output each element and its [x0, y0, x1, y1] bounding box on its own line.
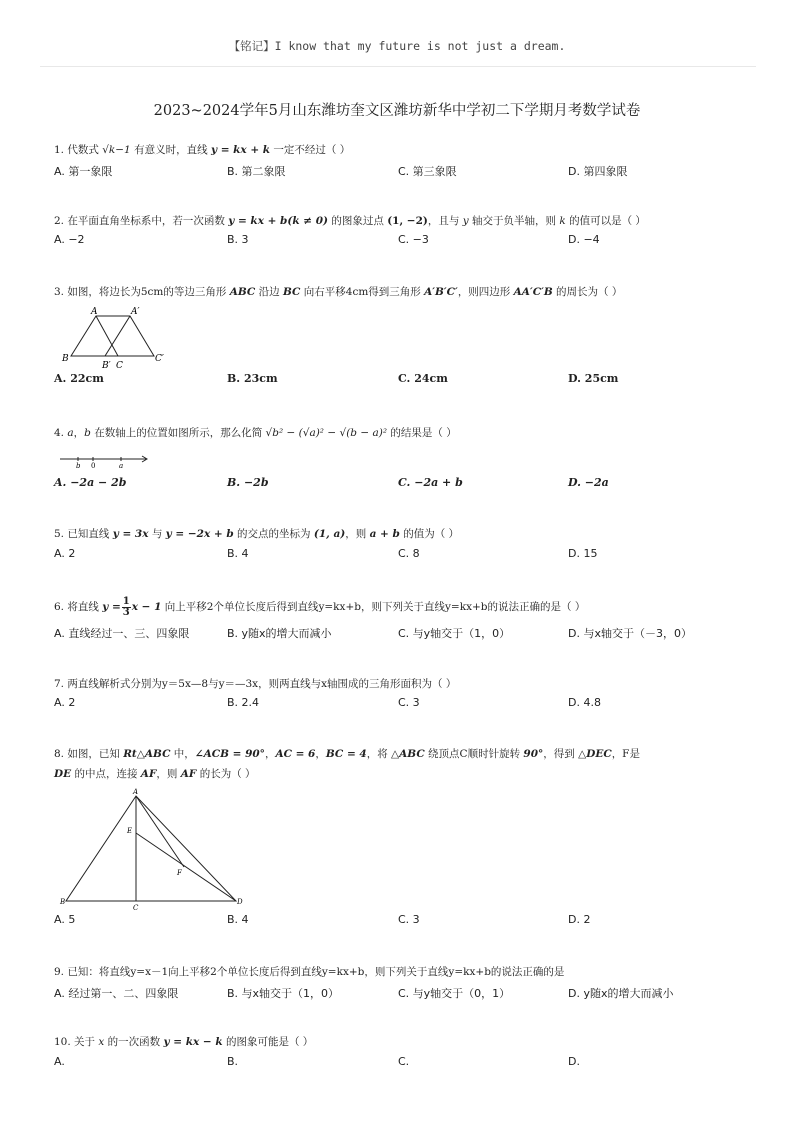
question-8-stem-line-2: DE 的中点，连接 AF，则 AF 的长为（ ） [54, 768, 256, 780]
question-4-options [54, 476, 754, 494]
option-d[interactable]: D. 25cm [568, 372, 619, 385]
figure-label-a: A [91, 307, 98, 317]
figure-label-a: A [133, 788, 139, 796]
figure-label-c: C [116, 361, 123, 371]
question-2-options [54, 233, 754, 251]
exam-title: 2023~2024学年5月山东潍坊奎文区潍坊新华中学初二下学期月考数学试卷 [153, 103, 641, 119]
question-5-options [54, 547, 754, 565]
option-b[interactable]: B. 4 [227, 913, 249, 926]
question-10-stem: 10. 关于 x 的一次函数 y = kx − k 的图象可能是（ ） [54, 1036, 314, 1048]
option-b[interactable]: B. 23cm [227, 372, 278, 385]
option-b[interactable]: B. 4 [227, 547, 249, 560]
question-4-stem: 4. a，b 在数轴上的位置如图所示，那么化简 √b² − (√a)² − √(b − a)² 的结果是（ ） [54, 427, 457, 439]
question-6-stem: 6. 将直线 y = $\frac{1}{3}$ x − 1 向上平移2个单位长度后得到直线y=kx+b，则下列关于直线y=kx+b的说法正确的是（ ） [54, 595, 586, 618]
question-7-stem: 7. 两直线解析式分别为y＝5x—8与y＝—3x，则两直线与x轴围成的三角形面积为（ ） [54, 678, 457, 690]
question-3-stem: 3. 如图，将边长为5cm的等边三角形 ABC 沿边 BC 向右平移4cm得到三角形 A′B′C′，则四边形 AA′C′B 的周长为（ ） [54, 286, 623, 298]
option-c[interactable]: C. 3 [398, 696, 420, 709]
question-8-stem-line-1: 8. 如图，已知 Rt△ABC 中，∠ACB = 90°，AC = 6，BC = 4，将 △ABC 绕顶点C顺时针旋转 90°，得到 △DEC，F是 [54, 748, 640, 760]
question-8-figure [56, 788, 256, 914]
fraction-one-third: $\frac{1}{3}$ [122, 595, 130, 618]
option-c[interactable]: C. −3 [398, 233, 429, 246]
option-b[interactable]: B. y随x的增大而减小 [227, 627, 332, 640]
figure-triangle-abd [66, 796, 236, 901]
option-b[interactable]: B. [227, 1055, 239, 1068]
question-10-options [54, 1055, 754, 1073]
option-a[interactable]: A. 直线经过一、三、四象限 [54, 627, 190, 640]
option-b[interactable]: B. −2b [227, 476, 269, 489]
option-d[interactable]: D. y随x的增大而减小 [568, 987, 674, 1000]
figure-label-a-prime: A′ [131, 307, 140, 317]
option-d[interactable]: D. 2 [568, 913, 591, 926]
option-b[interactable]: B. 与x轴交于（1，0） [227, 987, 340, 1000]
option-d[interactable]: D. 与x轴交于（－3，0） [568, 627, 692, 640]
question-8-options [54, 913, 754, 931]
header-divider [40, 66, 756, 67]
option-d[interactable]: D. −4 [568, 233, 600, 246]
option-c[interactable]: C. 8 [398, 547, 420, 560]
question-1-options [54, 163, 754, 181]
figure-label-d: D [237, 898, 243, 906]
option-a[interactable]: A. 5 [54, 913, 76, 926]
figure-label-e: E [127, 827, 133, 835]
option-c[interactable]: C. 24cm [398, 372, 448, 385]
option-c[interactable]: C. [398, 1055, 410, 1068]
figure-label-f: F [177, 869, 182, 877]
option-b[interactable]: B. 3 [227, 233, 249, 246]
option-d[interactable]: D. 第四象限 [568, 165, 628, 178]
option-b[interactable]: B. 2.4 [227, 696, 260, 709]
figure-label-b: B [62, 354, 69, 364]
label-a: a [119, 462, 124, 470]
option-c[interactable]: C. −2a + b [398, 476, 463, 489]
option-a[interactable]: A. [54, 1055, 65, 1068]
label-0: 0 [91, 462, 96, 470]
question-4-number-line [58, 450, 153, 472]
question-3-figure [58, 303, 178, 371]
option-c[interactable]: C. 第三象限 [398, 165, 457, 178]
option-a[interactable]: A. −2a − 2b [54, 476, 127, 489]
option-d[interactable]: D. 4.8 [568, 696, 601, 709]
question-1-stem: 1. 代数式 √k−1 有意义时，直线 y = kx + k 一定不经过（ ） [54, 144, 351, 156]
option-c[interactable]: C. 与y轴交于（1，0） [398, 627, 511, 640]
option-a[interactable]: A. 22cm [54, 372, 104, 385]
option-d[interactable]: D. [568, 1055, 580, 1068]
question-5-stem: 5. 已知直线 y = 3x 与 y = −2x + b 的交点的坐标为 (1, a)，则 a + b 的值为（ ） [54, 528, 460, 540]
question-7-options [54, 696, 754, 714]
figure-label-c-prime: C′ [155, 354, 164, 364]
figure-label-c: C [133, 904, 139, 912]
question-2-stem: 2. 在平面直角坐标系中，若一次函数 y = kx + b(k ≠ 0) 的图象过点 (1, −2)，且与 y 轴交于负半轴，则 k 的值可以是（ ） [54, 215, 646, 227]
figure-label-b: B [60, 898, 66, 906]
figure-label-b-prime: B′ [102, 361, 111, 371]
option-c[interactable]: C. 与y轴交于（0，1） [398, 987, 511, 1000]
figure-segment-ed [136, 833, 236, 901]
figure-edge-ac [96, 316, 118, 356]
figure-edge-a2b2 [105, 316, 130, 356]
question-9-stem: 9. 已知：将直线y=x－1向上平移2个单位长度后得到直线y=kx+b，则下列关于直线y=kx+b的说法正确的是 [54, 966, 565, 978]
page-header: 【铭记】I know that my future is not just a dream. [228, 39, 566, 53]
option-a[interactable]: A. 第一象限 [54, 165, 113, 178]
option-a[interactable]: A. 2 [54, 547, 76, 560]
question-6-options [54, 625, 754, 643]
option-c[interactable]: C. 3 [398, 913, 420, 926]
figure-quad [71, 316, 154, 356]
label-b: b [76, 462, 81, 470]
option-d[interactable]: D. 15 [568, 547, 598, 560]
question-9-options [54, 985, 754, 1003]
option-a[interactable]: A. −2 [54, 233, 85, 246]
option-d[interactable]: D. −2a [568, 476, 609, 489]
question-3-options [54, 372, 754, 390]
option-b[interactable]: B. 第二象限 [227, 165, 286, 178]
option-a[interactable]: A. 经过第一、二、四象限 [54, 987, 179, 1000]
figure-segment-af [136, 796, 184, 867]
option-a[interactable]: A. 2 [54, 696, 76, 709]
